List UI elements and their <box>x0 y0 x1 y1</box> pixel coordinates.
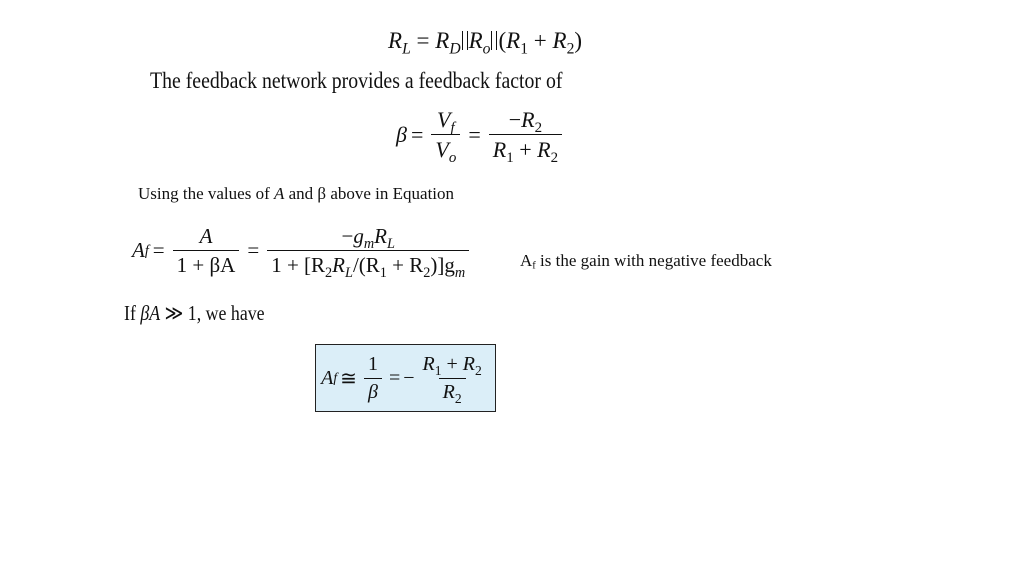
r2-over-r1r2-fraction <box>489 107 562 167</box>
af-definition-note <box>520 251 772 271</box>
beta-symbol: β <box>396 121 407 147</box>
beta-a-symbol: βA <box>140 301 161 325</box>
approx-sign: ≅ <box>340 367 357 390</box>
den-part-e: )]g <box>430 253 455 278</box>
one-over-beta-fraction <box>364 354 382 403</box>
if-part1: If <box>124 301 141 325</box>
feedback-description: The feedback network provides a feedback factor of <box>150 68 563 93</box>
equals-sign: = <box>388 366 401 389</box>
rl-symbol: R <box>374 224 387 248</box>
den-sub-b: L <box>345 265 353 282</box>
gain-a-symbol: A <box>273 184 285 203</box>
beta-equation <box>396 107 566 167</box>
gm-rl-fraction <box>267 224 469 282</box>
r1-symbol: R <box>422 352 435 375</box>
condition-text <box>124 301 265 326</box>
r2-symbol: R <box>552 28 567 53</box>
den-sub-d: 2 <box>423 265 431 282</box>
ro-symbol: R <box>468 28 483 53</box>
den-part-b: R <box>332 253 345 278</box>
denominator-beta: β <box>364 378 382 403</box>
af-symbol: A <box>132 238 145 263</box>
gm-symbol: g <box>353 224 364 248</box>
load-resistance-equation <box>388 28 583 58</box>
r2-subscript: 2 <box>534 120 543 137</box>
numerator-one: 1 <box>367 352 378 375</box>
rl-symbol: R <box>388 28 403 53</box>
r1r2-over-r2-fraction <box>419 352 486 406</box>
den-part-a: 1 + [R <box>271 253 326 278</box>
minus-sign: − <box>403 366 415 389</box>
result-equation-box: A f ≅ $\frac{1}{\beta}$ = − $\frac{R_1 + R_2}{R_2}$ <box>315 344 496 412</box>
equals-sign: = <box>410 121 424 147</box>
minus-sign: − <box>508 107 522 132</box>
denominator-1-plus-beta-a: 1 + βA <box>173 250 240 276</box>
plus-sign: + <box>441 352 463 375</box>
vf-over-vo-fraction <box>431 107 460 167</box>
r1-subscript: 1 <box>434 362 442 378</box>
af-symbol: A <box>321 366 334 389</box>
r1-subscript: 1 <box>520 40 529 58</box>
af-note-symbol: A <box>520 251 533 270</box>
if-part2: ≫ 1, we have <box>160 301 265 325</box>
using-values-text <box>138 184 454 204</box>
af-note-subscript: f <box>532 260 536 272</box>
r1-symbol: R <box>492 137 507 163</box>
parallel-bars-icon <box>491 31 497 50</box>
r1-subscript: 1 <box>506 150 514 167</box>
den-part-c: /(R <box>352 253 380 278</box>
vf-symbol: V <box>437 107 451 132</box>
r2-subscript: 2 <box>475 362 482 378</box>
r2-subscript: 2 <box>454 390 462 406</box>
minus-sign: − <box>341 224 354 248</box>
den-sub-e: m <box>454 265 466 282</box>
parallel-bars-icon <box>462 31 468 50</box>
den-part-d: + R <box>386 253 424 278</box>
r2-symbol: R <box>462 352 476 375</box>
feedback-gain-equation: A f = $\frac{A}{1 + \beta A}$ = $\frac{-g_mR_L}{1 + [R_2R_L/(R_1 + R_2)]g_m}$ <box>132 225 473 276</box>
plus-sign: + <box>513 137 538 163</box>
open-paren: ( <box>498 28 507 53</box>
r2-symbol: R <box>442 380 455 403</box>
den-sub-c: 1 <box>379 265 387 282</box>
rl-subscript: L <box>386 235 395 252</box>
equals-sign: = <box>468 121 481 147</box>
close-paren: ) <box>574 28 583 53</box>
r1-symbol: R <box>506 28 521 53</box>
r2-symbol: R <box>521 107 535 132</box>
gm-subscript: m <box>363 235 375 252</box>
equals-sign: = <box>416 28 430 53</box>
rd-subscript: D <box>449 40 461 58</box>
vo-symbol: V <box>435 137 449 163</box>
equals-sign: = <box>152 238 165 263</box>
r2-subscript: 2 <box>550 150 559 167</box>
rl-subscript: L <box>402 40 411 58</box>
using-part2: and β above in Equation <box>284 184 455 203</box>
plus-sign: + <box>533 28 547 53</box>
using-part1: Using the values of <box>138 184 274 203</box>
af-note-text: is the gain with negative feedback <box>535 251 772 270</box>
r2-subscript: 2 <box>566 40 575 58</box>
ro-subscript: o <box>482 40 491 58</box>
den-sub-a: 2 <box>325 265 333 282</box>
equals-sign: = <box>247 238 260 263</box>
a-over-1-plus-beta-a-fraction <box>173 225 240 276</box>
rd-symbol: R <box>435 28 450 53</box>
vf-subscript: f <box>450 120 455 137</box>
vo-subscript: o <box>448 150 457 167</box>
r2-symbol: R <box>537 137 551 163</box>
numerator-a: A <box>199 224 213 248</box>
